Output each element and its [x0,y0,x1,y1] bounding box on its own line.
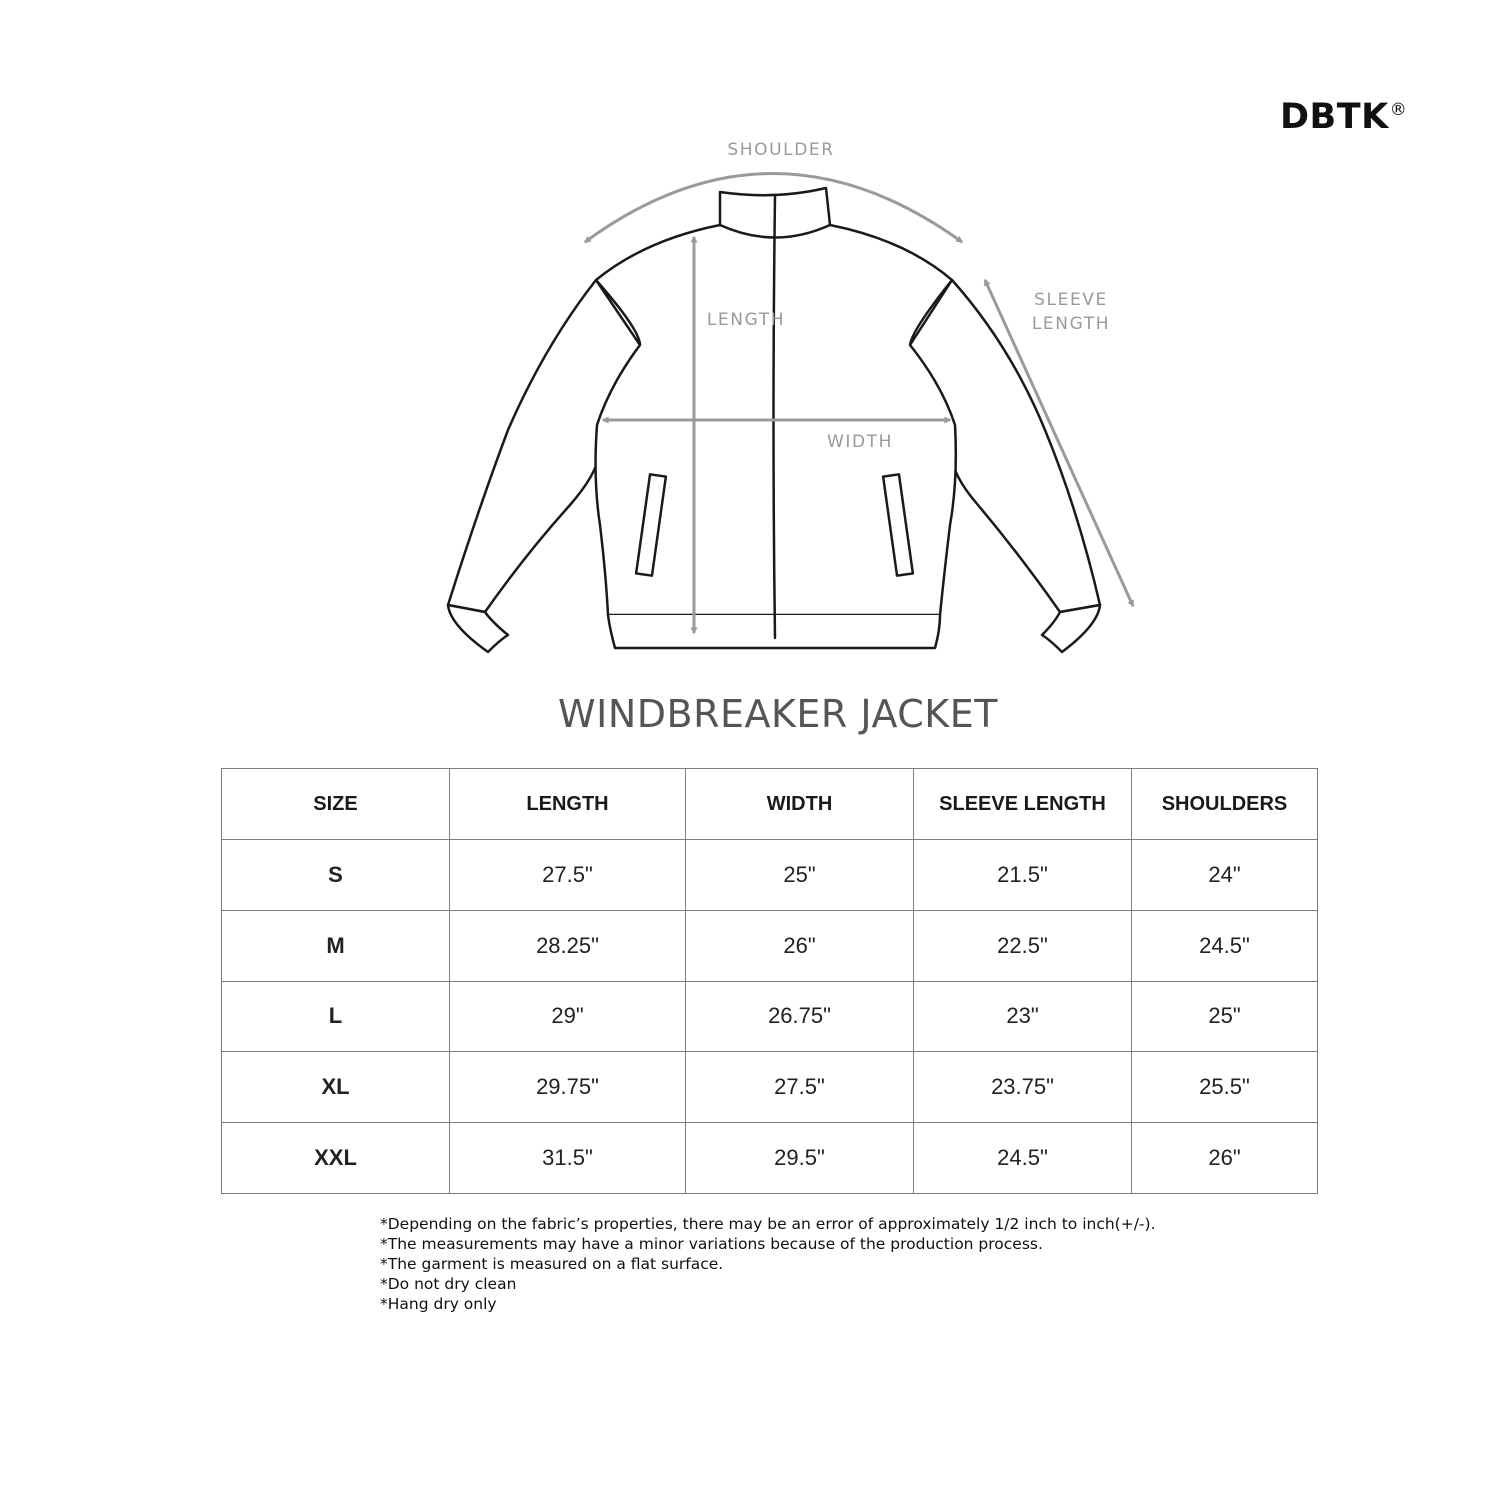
jacket-measurement-diagram [0,0,1500,700]
cell-size: M [222,910,450,981]
cell-size: L [222,981,450,1052]
cell-shoulders: 25.5" [1132,1052,1318,1123]
cell-shoulders: 24" [1132,840,1318,911]
note-line: *The measurements may have a minor variations because of the production process. [380,1235,1043,1253]
cell-length: 31.5" [450,1123,686,1194]
note-line: *Do not dry clean [380,1275,517,1293]
header-length: LENGTH [450,769,686,840]
left-cuff [448,605,508,652]
cell-length: 28.25" [450,910,686,981]
length-label: LENGTH [706,310,786,330]
brand-name: DBTK [1280,97,1389,137]
cell-sleeve-length: 24.5" [914,1123,1132,1194]
header-shoulders: SHOULDERS [1132,769,1318,840]
size-chart-table [221,768,1318,1194]
table-header-row [222,769,1318,840]
note-line: *Hang dry only [380,1295,497,1313]
care-notes [380,1214,1156,1314]
cell-shoulders: 25" [1132,981,1318,1052]
note-line: *Depending on the fabric’s properties, there may be an error of approximately 1/2 inch to inch(+/-). [380,1215,1156,1233]
table-row [222,910,1318,981]
cell-width: 26" [686,910,914,981]
note-line: *The garment is measured on a flat surface. [380,1255,724,1273]
cell-width: 27.5" [686,1052,914,1123]
table-row [222,840,1318,911]
table-row [222,1123,1318,1194]
cell-width: 26.75" [686,981,914,1052]
cell-shoulders: 26" [1132,1123,1318,1194]
table-row [222,981,1318,1052]
cell-length: 27.5" [450,840,686,911]
header-sleeve-length: SLEEVE LENGTH [914,769,1132,840]
cell-shoulders: 24.5" [1132,910,1318,981]
cell-sleeve-length: 21.5" [914,840,1132,911]
width-label: WIDTH [826,432,894,452]
table-row [222,1052,1318,1123]
right-cuff [1042,605,1100,652]
sleeve-length-label-line1: SLEEVE [1034,290,1108,310]
registered-mark: ® [1389,100,1408,120]
cell-size: XXL [222,1123,450,1194]
cell-sleeve-length: 22.5" [914,910,1132,981]
cell-size: XL [222,1052,450,1123]
shoulder-label: SHOULDER [727,140,835,160]
cell-width: 29.5" [686,1123,914,1194]
sleeve-length-label-line2: LENGTH [1031,314,1111,334]
cell-width: 25" [686,840,914,911]
cell-length: 29.75" [450,1052,686,1123]
header-width: WIDTH [686,769,914,840]
cell-length: 29" [450,981,686,1052]
header-size: SIZE [222,769,450,840]
cell-sleeve-length: 23.75" [914,1052,1132,1123]
cell-sleeve-length: 23" [914,981,1132,1052]
cell-size: S [222,840,450,911]
product-title: WINDBREAKER JACKET [558,692,998,736]
